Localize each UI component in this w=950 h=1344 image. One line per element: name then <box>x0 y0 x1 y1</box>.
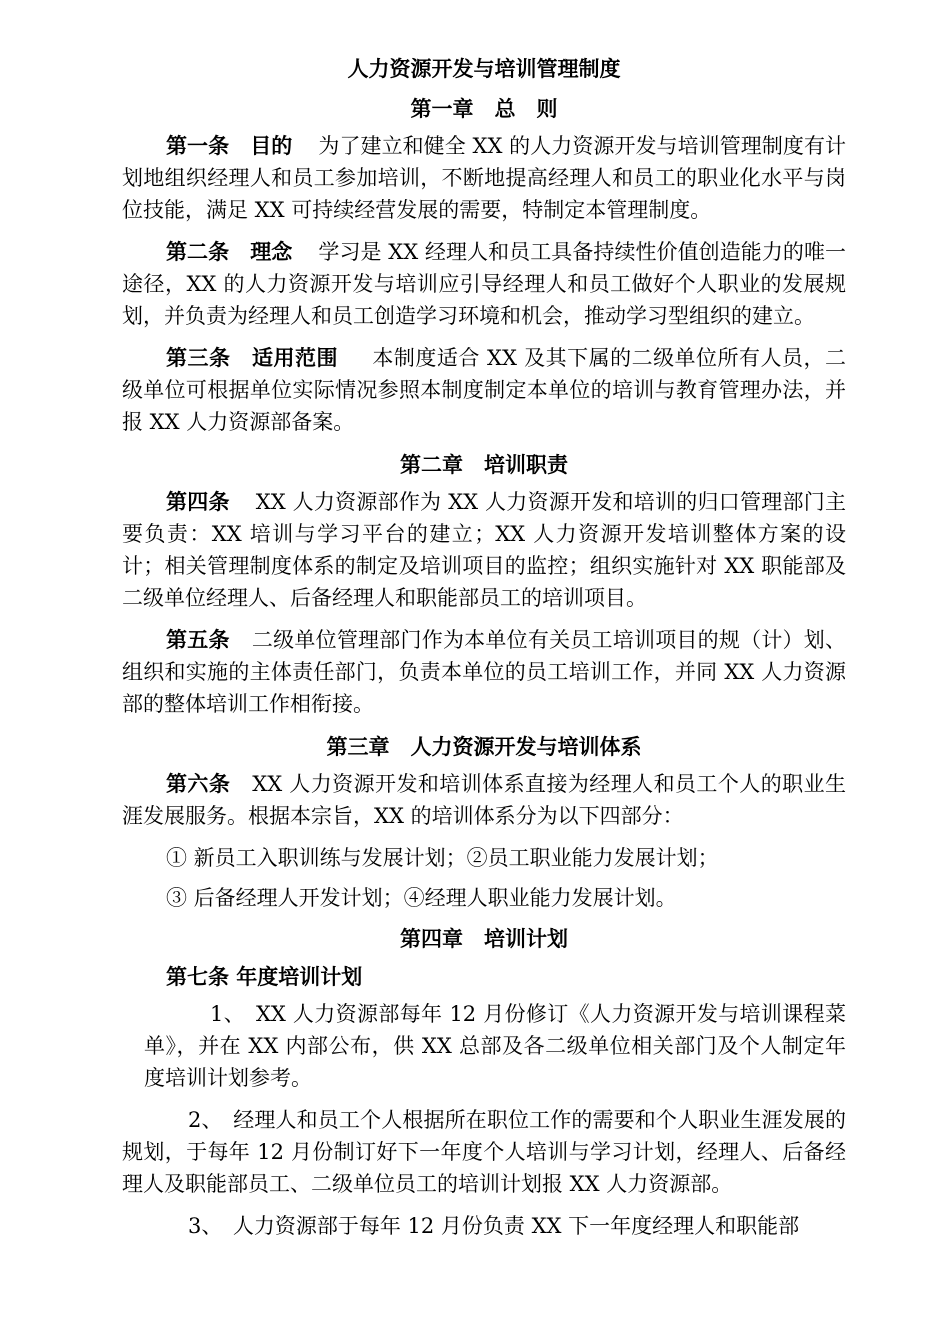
article-1-label: 第一条 目的 <box>166 133 293 158</box>
article-6-list-line-2: ③ 后备经理人开发计划；④经理人职业能力发展计划。 <box>166 886 677 910</box>
article-5-text: 二级单位管理部门作为本单位有关员工培训项目的规（计）划、组织和实施的主体责任部门，负责本单位的员工培训工作，并同 XX 人力资源部的整体培训工作相衔接。 <box>122 628 847 716</box>
article-4 <box>122 486 846 614</box>
article-6-text: XX 人力资源开发和培训体系直接为经理人和员工个人的职业生涯发展服务。根据本宗旨，XX 的培训体系分为以下四部分： <box>122 772 847 828</box>
article-4-text: XX 人力资源部作为 XX 人力资源开发和培训的归口管理部门主要负责：XX 培训与学习平台的建立；XX 人力资源开发培训整体方案的设计；相关管理制度体系的制定及培训项目的监控；组织实施针对 XX 职能部及二级单位经理人、后备经理人和职能部员工的培训项目。 <box>122 490 847 610</box>
article-2-text: 学习是 XX 经理人和员工具备持续性价值创造能力的唯一途径，XX 的人力资源开发与培训应引导经理人和员工做好个人职业的发展规划，并负责为经理人和员工创造学习环境和机会，推动学习型组织的建立。 <box>122 240 847 328</box>
article-2-label: 第二条 理念 <box>166 239 293 264</box>
chapter-1-heading: 第一章 总 则 <box>410 96 558 121</box>
article-5-label: 第五条 <box>166 627 230 652</box>
document-title: 人力资源开发与培训管理制度 <box>347 56 621 81</box>
article-4-label: 第四条 <box>166 489 230 514</box>
article-1 <box>122 130 846 226</box>
article-7-item-2: 2、 经理人和员工个人根据所在职位工作的需要和个人职业生涯发展的规划，于每年 12 月份制订好下一年度个人培训与学习计划，经理人、后备经理人及职能部员工、二级单位员工的培训计划报 XX 人力资源部。 <box>122 1108 846 1196</box>
article-3-label: 第三条 适用范围 <box>166 345 338 370</box>
document-body <box>122 52 846 1252</box>
chapter-3-heading: 第三章 人力资源开发与培训体系 <box>326 734 642 759</box>
article-6 <box>122 768 846 832</box>
article-5 <box>122 624 846 720</box>
article-6-list-line-1: ① 新员工入职训练与发展计划；②员工职业能力发展计划； <box>166 846 719 870</box>
chapter-2-heading: 第二章 培训职责 <box>400 452 568 477</box>
article-6-label: 第六条 <box>166 771 231 796</box>
article-3-text: 本制度适合 XX 及其下属的二级单位所有人员，二级单位可根据单位实际情况参照本制度制定本单位的培训与教育管理办法，并报 XX 人力资源部备案。 <box>122 346 847 434</box>
article-1-text: 为了建立和健全 XX 的人力资源开发与培训管理制度有计划地组织经理人和员工参加培训，不断地提高经理人和员工的职业化水平与岗位技能，满足 XX 可持续经营发展的需要，特制定本管理制度。 <box>122 134 847 222</box>
article-2 <box>122 236 846 332</box>
chapter-4-heading: 第四章 培训计划 <box>400 926 568 951</box>
article-7-heading: 第七条 年度培训计划 <box>166 964 363 989</box>
article-7-item-1: 1、 XX 人力资源部每年 12 月份修订《人力资源开发与培训课程菜单》，并在 XX 内部公布，供 XX 总部及各二级单位相关部门及个人制定年度培训计划参考。 <box>144 1002 846 1090</box>
article-7-item-3: 3、 人力资源部于每年 12 月份负责 XX 下一年度经理人和职能部 <box>188 1214 800 1238</box>
article-3 <box>122 342 846 438</box>
